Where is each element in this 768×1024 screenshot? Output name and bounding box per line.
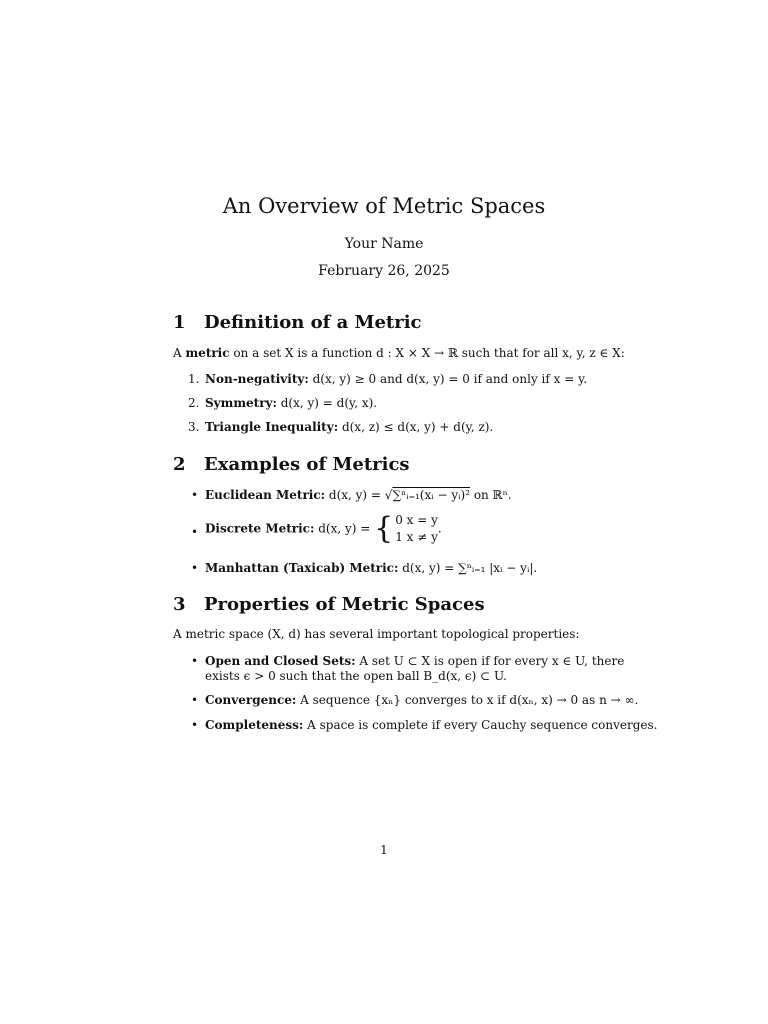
list-marker: 3.	[188, 420, 200, 434]
section-3-intro: A metric space (X, d) has several important topological properties:	[173, 627, 580, 641]
document-date: February 26, 2025	[318, 263, 450, 279]
intro-text: on a set X is a function d : X × X → ℝ such that for all x, y, z ∈ X:	[229, 346, 625, 360]
item-label: Completeness:	[205, 718, 304, 732]
section-number: 2	[173, 454, 186, 475]
item-text: .	[437, 521, 442, 536]
document-title: An Overview of Metric Spaces	[222, 194, 546, 218]
section-1-heading	[173, 312, 422, 333]
bullet-icon: •	[191, 525, 199, 539]
bullet-icon: •	[191, 654, 199, 668]
item-text: on ℝⁿ.	[470, 488, 512, 502]
item-text: A set U ⊂ X is open if for every x ∈ U, there	[355, 654, 625, 668]
section-title: Examples of Metrics	[204, 454, 410, 475]
section-number: 3	[173, 594, 186, 615]
section-2-heading	[173, 454, 410, 475]
item-label: Discrete Metric:	[205, 521, 315, 536]
page-number: 1	[380, 843, 388, 857]
left-brace-icon: {	[374, 511, 394, 546]
intro-text: A	[173, 346, 186, 360]
bullet-icon: •	[191, 561, 199, 575]
list-marker: 2.	[188, 396, 200, 410]
radicand: ∑ⁿᵢ₌₁(xᵢ − yᵢ)²	[392, 488, 471, 502]
item-text: d(x, y) = ∑ⁿᵢ₌₁ |xᵢ − yᵢ|.	[398, 561, 538, 575]
case-row: 0 x = y	[395, 513, 438, 527]
bullet-icon: •	[191, 488, 199, 502]
section-title: Properties of Metric Spaces	[204, 594, 485, 615]
item-label: Open and Closed Sets:	[205, 654, 356, 668]
item-label: Triangle Inequality:	[205, 420, 339, 434]
intro-term: metric	[185, 346, 230, 360]
list-item	[205, 654, 624, 668]
section-3-heading	[173, 594, 485, 615]
list-item	[205, 396, 377, 410]
item-label: Symmetry:	[205, 396, 277, 410]
item-text: d(x, y) = d(y, x).	[276, 396, 378, 410]
section-title: Definition of a Metric	[204, 312, 422, 333]
section-1-intro	[173, 346, 625, 360]
item-label: Manhattan (Taxicab) Metric:	[205, 561, 399, 575]
cases-expression	[374, 512, 438, 546]
list-item-continuation: exists ϵ > 0 such that the open ball B_d(x, ϵ) ⊂ U.	[205, 669, 507, 683]
case-row: 1 x ≠ y	[395, 530, 438, 544]
list-item	[205, 718, 657, 732]
item-label: Convergence:	[205, 693, 297, 707]
list-item	[205, 693, 638, 707]
document-author: Your Name	[344, 236, 424, 252]
item-text: d(x, y) =	[314, 521, 375, 536]
list-marker: 1.	[188, 372, 200, 386]
list-item	[205, 372, 587, 386]
item-text: d(x, y) ≥ 0 and d(x, y) = 0 if and only if x = y.	[308, 372, 588, 386]
item-text: A sequence {xₙ} converges to x if d(xₙ, x) → 0 as n → ∞.	[296, 693, 639, 707]
bullet-icon: •	[191, 693, 199, 707]
list-item	[205, 420, 493, 434]
list-item	[205, 512, 442, 546]
item-text: d(x, y) = √	[325, 488, 393, 502]
item-text: A space is complete if every Cauchy sequence converges.	[303, 718, 658, 732]
item-text: d(x, z) ≤ d(x, y) + d(y, z).	[338, 420, 494, 434]
item-label: Euclidean Metric:	[205, 488, 326, 502]
list-item	[205, 561, 537, 575]
item-label: Non-negativity:	[205, 372, 309, 386]
bullet-icon: •	[191, 718, 199, 732]
section-number: 1	[173, 312, 186, 333]
list-item	[205, 488, 512, 502]
